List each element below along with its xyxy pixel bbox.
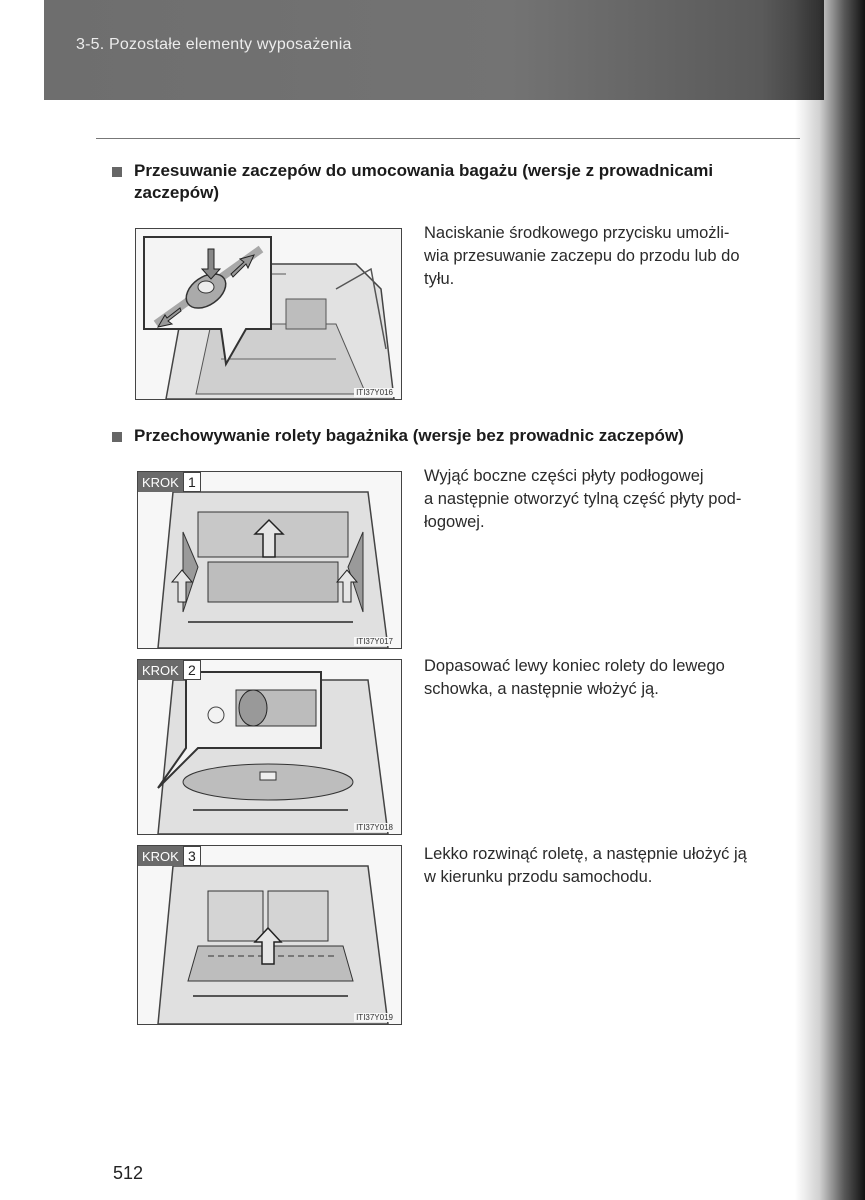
step-label: KROK: [138, 846, 183, 866]
cargo-hook-illustration: [136, 229, 401, 399]
section-heading-hooks: [134, 160, 804, 204]
step-2-illustration: [138, 660, 401, 834]
step-number: 1: [183, 472, 201, 492]
step-3-description: [424, 843, 824, 889]
figure-step-3: [137, 845, 402, 1025]
figure-hook-slider: [135, 228, 402, 400]
text-line: Dopasować lewy koniec rolety do lewego: [424, 657, 725, 675]
section-heading-line: Przesuwanie zaczepów do umocowania bagażu (wersje z prowadnicami: [134, 161, 714, 180]
text-line: łogowej.: [424, 513, 485, 531]
chapter-header: [44, 0, 824, 100]
chapter-title: 3-5. Pozostałe elementy wyposażenia: [76, 36, 352, 53]
step-badge: [138, 846, 201, 866]
step-label: KROK: [138, 472, 183, 492]
step-badge: [138, 472, 201, 492]
figure-code: ITI37Y018: [356, 823, 393, 832]
figure-code: ITI37Y016: [356, 388, 393, 397]
page-edge-shadow: [795, 0, 865, 1200]
text-line: w kierunku przodu samochodu.: [424, 868, 653, 886]
section-heading-cover-storage: [134, 425, 804, 447]
text-line: schowka, a następnie włożyć ją.: [424, 680, 659, 698]
top-rule: [96, 138, 800, 139]
text-line: a następnie otworzyć tylną część płyty pod-: [424, 490, 742, 508]
step-3-illustration: [138, 846, 401, 1024]
step-1-illustration: [138, 472, 401, 648]
step-1-description: [424, 465, 824, 534]
figure-step-1: [137, 471, 402, 649]
text-line: tyłu.: [424, 270, 455, 288]
text-line: Naciskanie środkowego przycisku umożli-: [424, 224, 730, 242]
step-2-description: [424, 655, 824, 701]
figure-code: ITI37Y019: [356, 1013, 393, 1022]
step-badge: [138, 660, 201, 680]
step-number: 2: [183, 660, 201, 680]
hook-slider-description: [424, 222, 824, 291]
section-heading-line: Przechowywanie rolety bagażnika (wersje bez prowadnic zaczepów): [134, 426, 684, 445]
section-heading-line: zaczepów): [134, 183, 220, 202]
text-line: wia przesuwanie zaczepu do przodu lub do: [424, 247, 740, 265]
figure-step-2: [137, 659, 402, 835]
section-bullet: [112, 432, 122, 442]
step-label: KROK: [138, 660, 183, 680]
section-bullet: [112, 167, 122, 177]
text-line: Wyjąć boczne części płyty podłogowej: [424, 467, 704, 485]
text-line: Lekko rozwinąć roletę, a następnie ułożyć ją: [424, 845, 747, 863]
figure-code: ITI37Y017: [356, 637, 393, 646]
step-number: 3: [183, 846, 201, 866]
page-number: 512: [113, 1163, 144, 1183]
